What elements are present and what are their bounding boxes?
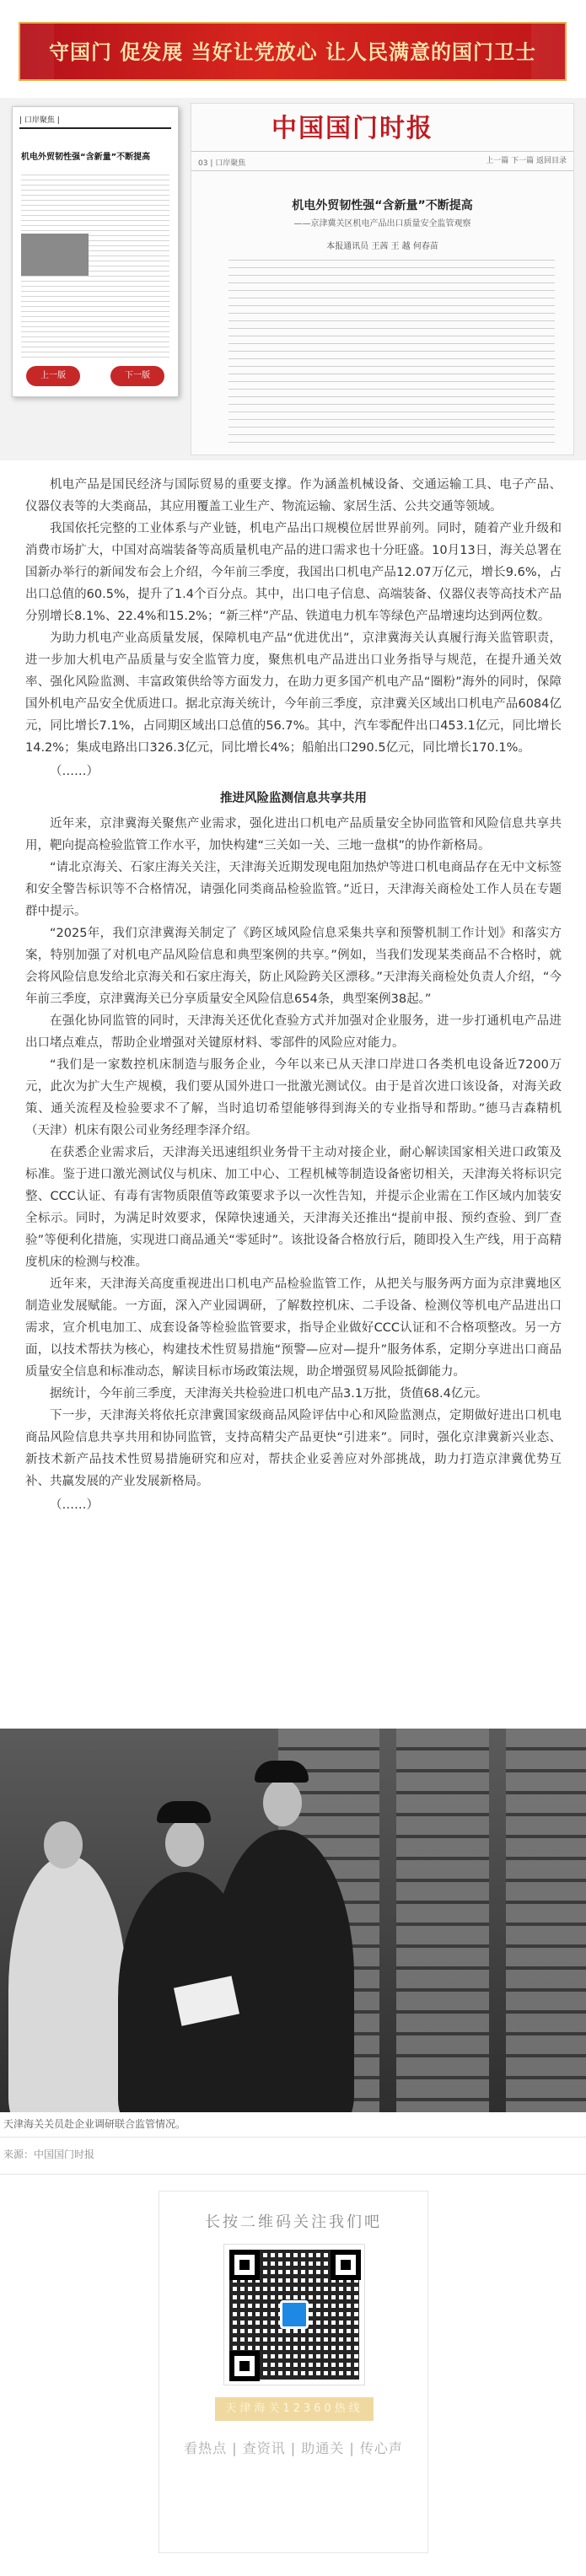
article-nav[interactable]: 上一篇 下一篇 返回目录 [486, 157, 567, 165]
qr-follow-card [159, 2191, 428, 2553]
paragraph: 机电产品是国民经济与国际贸易的重要支撑。作为涵盖机械设备、交通运输工具、电子产品、仪器仪表等的大类商品，其应用覆盖工业生产、物流运输、家居生活、公共交通等领域。 [25, 478, 562, 514]
paragraph: “2025年，我们京津冀海关制定了《跨区域风险信息采集共享和预警机制工作计划》和落实方案，特别加强了对机电产品风险信息和典型案例的共享。”例如，当我们发现某类商品不合格时，就会将风险信息发给北京海关和石家庄海关，防止风险跨关区漂移。”天津海关商检处负责人介绍，“今年前三季度，京津冀海关已分享质量安全风险信息654条，典型案例38起。” [25, 927, 562, 1006]
page-photo [21, 234, 89, 276]
equipment-rack [506, 1729, 586, 2112]
qr-title: 长按二维码关注我们吧 [205, 2213, 382, 2231]
divider [0, 2137, 586, 2138]
section-heading: 推进风险监测信息共享共用 [220, 792, 367, 805]
qr-tags: 看热点 | 查资讯 | 助通关 | 传心声 [184, 2440, 403, 2456]
banner-text: 守国门 促发展 当好让党放心 让人民满意的国门卫士 [48, 40, 537, 64]
paragraph: 近年来，天津海关高度重视进出口机电产品检验监管工作，从把关与服务两方面为京津冀地区制造业发展赋能。一方面，深入产业园调研，了解数控机床、二手设备、检测仪等机电产品进出口需求，宣介机电加工、成套设备等检验监管要求，指导企业做好CCC认证和不合格项整改。另一方面，以技术帮扶为核心，构建技术性贸易措施“预警—应对—提升”服务体系，定期分享进出口商品质量安全信息和标准动态，解读目标市场政策法规，助企增强贸易风险抵御能力。 [25, 1277, 562, 1379]
qr-finder-icon [229, 2351, 260, 2381]
paragraph: 下一步，天津海关将依托京津冀国家级商品风险评估中心和风险监测点，定期做好进出口机电商品风险信息共享共用和协同监管，支持高精尖产品更快“引进来”。同时，强化京津冀新兴业态、新技术新产品技术性贸易措施研究和应对，帮扶企业妥善应对外部挑战，助力打造京津冀优势互补、共赢发展的产业发展新格局。 [25, 1409, 562, 1488]
ellipsis: （……） [50, 765, 99, 778]
qr-slogan: 天津海关12360热线 [215, 2397, 374, 2421]
page-headline: 机电外贸韧性强“含新量”不断提高 [21, 153, 151, 162]
newspaper-masthead: 中国国门时报 [271, 114, 433, 143]
source-line: 来源：中国国门时报 [3, 2148, 95, 2160]
paragraph: 在获悉企业需求后，天津海关迅速组织业务骨干主动对接企业，耐心解读国家相关进口政策及标准。鉴于进口激光测试仪与机床、加工中心、工程机械等制造设备密切相关，天津海关将标识完整、CCC认证、有毒有害物质限值等政策要求予以一次性告知，并提示企业需在工作区域内加装安全标示。同时，为满足时效要求，保障快速通关，天津海关还推出“提前申报、预约查验、到厂查验”等便利化措施，实现进口商品通关“零延时”。该批设备合格放行后，随即投入生产线，用于高精度机床的检测与校准。 [25, 1146, 562, 1269]
page-section-header: | 口岸聚焦 | [19, 114, 171, 129]
person-worker [8, 1855, 126, 2112]
divider [0, 2174, 586, 2175]
newspaper-title: 机电外贸韧性强“含新量”不断提高 [292, 199, 473, 212]
qr-finder-icon [229, 2250, 260, 2280]
news-photo [0, 1729, 586, 2112]
newspaper-subtitle: ——京津冀关区机电产品出口质量安全监管观察 [293, 219, 471, 229]
newspaper-article-page [191, 103, 574, 455]
uniform-cap [255, 1761, 309, 1783]
paragraph: “我们是一家数控机床制造与服务企业，今年以来已从天津口岸进口各类机电设备近7200万元，此次为扩大生产规模，我们要从国外进口一批激光测试仪。由于是首次进口该设备，对海关政策、通关流程及检验要求不了解，当时追切希望能够得到海关的专业指导和帮助。”德马吉森精机（天津）机床有限公司业务经理李泽介绍。 [25, 1058, 562, 1137]
qr-code[interactable] [223, 2244, 365, 2385]
newspaper-author: 本报通讯员 王茜 王 越 何春苗 [326, 242, 438, 251]
qr-finder-icon [331, 2250, 361, 2280]
newspaper-body-lines [228, 260, 555, 449]
person-officer [211, 1830, 354, 2112]
slogan-banner [19, 22, 567, 81]
uniform-cap [157, 1801, 211, 1823]
person-face [263, 1779, 302, 1826]
paragraph: 我国依托完整的工业体系与产业链，机电产品出口规模位居世界前列。同时，随着产业升级和消费市场扩大，中国对高端装备等高质量机电产品的进口需求也十分旺盛。10月13日，海关总署在国新办举行的新闻发布会上介绍，今年前三季度，我国出口机电产品12.07万亿元，增长9.6%，占出口总值的60.5%，提升了1.4个百分点。其中，出口电子信息、高端装备、仪器仪表等高技术产品分别增长8.1%、22.4%和15.2%；“新三样”产品、铁道电力机车等绿色产品增速均达到两位数。 [25, 522, 562, 623]
qr-logo-icon [280, 2300, 309, 2329]
paragraph: 据统计，今年前三季度，天津海关共检验进口机电产品3.1万批，货值68.4亿元。 [50, 1387, 488, 1401]
newspaper-page-thumbnail[interactable] [12, 106, 179, 397]
page-info-bar: 03 | 口岸聚焦 [191, 151, 573, 171]
person-face [44, 1821, 83, 1869]
next-page-button[interactable]: 下一版 [110, 366, 164, 386]
paragraph: “请北京海关、石家庄海关关注，天津海关近期发现电阻加热炉等进口机电商品存在无中文标签和安全警告标识等不合格情况，请强化同类商品检验监管。”近日，天津海关商检处工作人员在专题群中提示。 [25, 861, 562, 918]
paragraph: 近年来，京津冀海关聚焦产业需求，强化进出口机电产品质量安全协同监管和风险信息共享共用，靶向提高检验监管工作水平，加快构建“三关如一关、三地一盘棋”的协作新格局。 [25, 817, 562, 852]
article-body [25, 474, 562, 1518]
person-face [165, 1820, 204, 1867]
newspaper-image [0, 98, 586, 460]
ellipsis: （……） [50, 1498, 99, 1512]
prev-page-button[interactable]: 上一版 [26, 366, 80, 386]
paragraph: 在强化协同监管的同时，天津海关还优化查验方式并加强对企业服务，进一步打通机电产品进出口堵点难点，帮助企业增强对关键原材料、零部件的风险应对能力。 [25, 1014, 562, 1050]
photo-caption: 天津海关关员赴企业调研联合监管情况。 [3, 2118, 186, 2130]
paragraph: 为助力机电产业高质量发展，保障机电产品“优进优出”，京津冀海关认真履行海关监管职责，进一步加大机电产品质量与安全监管力度，聚焦机电产品进出口业务指导与规范，在提升通关效率、强化风险监测、丰富政策供给等方面发力，在助力更多国产机电产品“圈粉”海外的同时，保障国外机电产品安全优质进口。据北京海关统计，今年前三季度，京津冀关区域出口机电产品6084亿元，同比增长7.1%，占同期区域出口总值的56.7%。其中，汽车零配件出口453.1亿元，同比增长14.2%；集成电路出口326.3亿元，同比增长4%；船舶出口290.5亿元，同比增长170.1%。 [25, 632, 562, 755]
equipment-rack [396, 1729, 489, 2112]
